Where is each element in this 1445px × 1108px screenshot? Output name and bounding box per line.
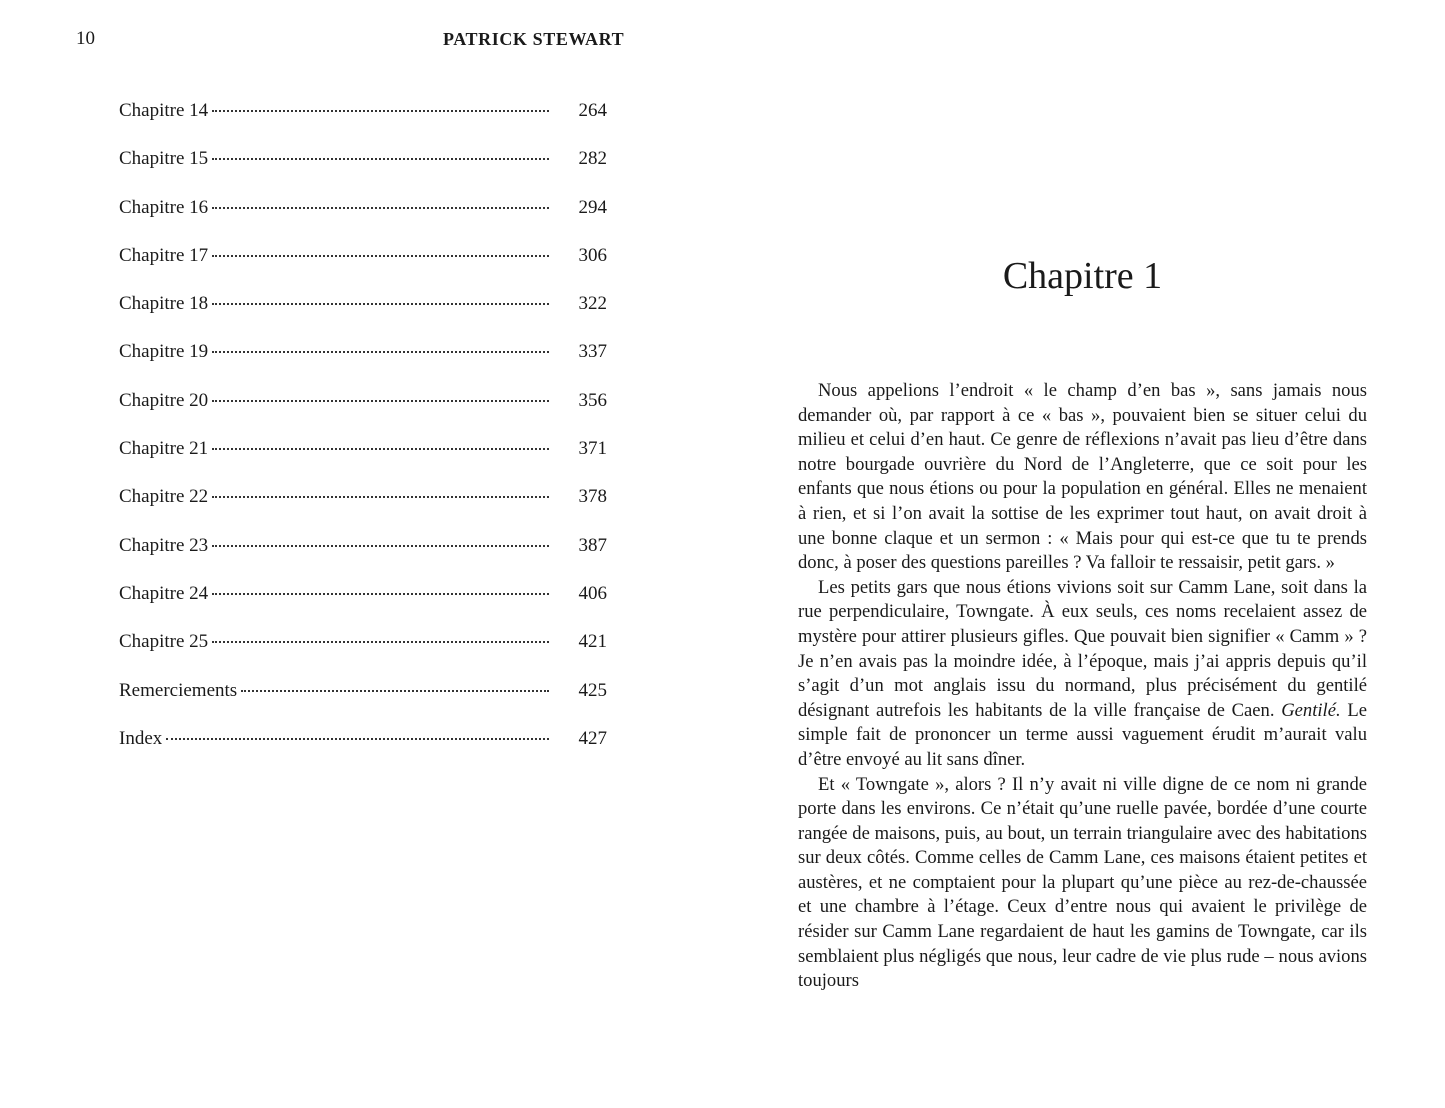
toc-page-number: 264: [578, 100, 607, 121]
toc-leader-dots: [241, 690, 549, 692]
paragraph-text: Le simple fait de prononcer un terme aussi vaguement érudit m’aurait valu d’être envoyé au lit sans dîner.: [798, 699, 1367, 770]
paragraph-text: Les petits gars que nous étions vivions soit sur Camm Lane, soit dans la rue perpendiculaire, Towngate. À eux seuls, ces noms recelaient assez de mystère pour attirer plusieurs gifles. Que pouvait bien signifier « Camm » ? Je n’en avais pas la moindre idée, à l’époque, mais j’ai appris depuis qu’il s’agit d’un mot anglais issu du normand, plus précisément du gentilé désignant autrefois les habitants de la ville française de Caen.: [798, 576, 1367, 721]
toc-leader-dots: [212, 641, 549, 643]
toc-leader-dots: [212, 448, 549, 450]
toc-entry: [119, 390, 607, 438]
toc-entry: [119, 680, 607, 728]
toc-leader-dots: [212, 303, 549, 305]
page-number: 10: [76, 28, 95, 49]
emphasis-text: Gentilé.: [1281, 699, 1341, 721]
toc-page-number: 378: [578, 486, 607, 508]
toc-leader-dots: [212, 110, 549, 112]
toc-entry: [119, 438, 607, 486]
toc-entry: [119, 100, 607, 148]
toc-page-number: 371: [578, 438, 607, 460]
toc-entry: [119, 631, 607, 679]
toc-leader-dots: [212, 400, 549, 402]
toc-page-number: 306: [578, 244, 607, 266]
toc-label: Chapitre 17: [119, 244, 209, 266]
toc-leader-dots: [166, 738, 549, 740]
paragraph: Nous appelions l’endroit « le champ d’en bas », sans jamais nous demander où, par rapport à ce « bas », pouvaient bien se situer celui du milieu et celui d’en haut. Ce genre de réflexions n’avait pas lieu d’être dans notre bourgade ouvrière du Nord de l’Angleterre, que ce soit pour les enfants que nous étions ou pour la population en général. Elles ne menaient à rien, et si l’on avait la sottise de les exprimer tout haut, on avait droit à une bonne claque et un sermon : « Mais pour qui est-ce que tu te prends donc, à poser des questions pareilles ? Va falloir te ressaisir, petit gars. »: [798, 380, 1367, 574]
toc-page-number: 356: [578, 389, 607, 411]
toc-label: Chapitre 18: [119, 293, 209, 315]
toc-label: Chapitre 19: [119, 341, 209, 363]
toc-entry: [119, 245, 607, 293]
running-head: PATRICK STEWART: [443, 29, 625, 49]
toc-page-number: 406: [578, 582, 607, 604]
toc-label: Chapitre 21: [119, 438, 209, 460]
toc-leader-dots: [212, 545, 549, 547]
toc-leader-dots: [212, 158, 549, 160]
toc-label: Chapitre 25: [119, 631, 209, 653]
toc-page-number: 337: [578, 341, 607, 363]
toc-page-number: 387: [578, 534, 607, 556]
toc-label: Chapitre 20: [119, 389, 209, 411]
toc-entry: [119, 341, 607, 389]
toc-leader-dots: [212, 351, 549, 353]
paragraph: Et « Towngate », alors ? Il n’y avait ni ville digne de ce nom ni grande porte dans les environs. Ce n’était qu’une ruelle pavée, bordée d’une courte rangée de maisons, puis, au bout, un terrain triangulaire avec des habitations sur deux côtés. Comme celles de Camm Lane, ces maisons étaient petites et austères, et ne comptaient pour la plupart qu’une pièce au rez-de-chaussée et une chambre à l’étage. Ceux d’entre nous qui avaient le privilège de résider sur Camm Lane regardaient de haut les gamins de Towngate, car ils semblaient plus négligés que nous, leur cadre de vie plus rude – nous avions toujours: [798, 773, 1367, 992]
toc-label: Remerciements: [119, 679, 238, 701]
toc-page-number: 425: [578, 679, 607, 701]
paragraph: [798, 576, 1367, 773]
toc-page-number: 282: [578, 148, 607, 170]
toc-entry: [119, 293, 607, 341]
toc-label: Chapitre 23: [119, 534, 209, 556]
toc-leader-dots: [212, 255, 549, 257]
toc-label: Chapitre 15: [119, 148, 209, 170]
chapter-title: Chapitre 1: [1002, 255, 1163, 297]
toc-entry: [119, 728, 607, 776]
toc-label: Chapitre 16: [119, 196, 209, 218]
toc-label: Index: [119, 727, 163, 749]
toc-label: Chapitre 22: [119, 486, 209, 508]
toc-entry: [119, 197, 607, 245]
toc-page-number: 322: [578, 293, 607, 315]
toc-page-number: 427: [578, 727, 607, 749]
toc-leader-dots: [212, 207, 549, 209]
toc-entry: [119, 583, 607, 631]
toc-label: Chapitre 24: [119, 582, 209, 604]
toc-entry: [119, 486, 607, 534]
toc-page-number: 421: [578, 631, 607, 653]
chapter-body: [798, 379, 1367, 994]
toc-entry: [119, 535, 607, 583]
table-of-contents: [119, 100, 607, 776]
toc-page-number: 294: [578, 196, 607, 218]
toc-label: Chapitre 14: [119, 100, 209, 121]
toc-entry: [119, 148, 607, 196]
toc-leader-dots: [212, 496, 549, 498]
toc-leader-dots: [212, 593, 549, 595]
